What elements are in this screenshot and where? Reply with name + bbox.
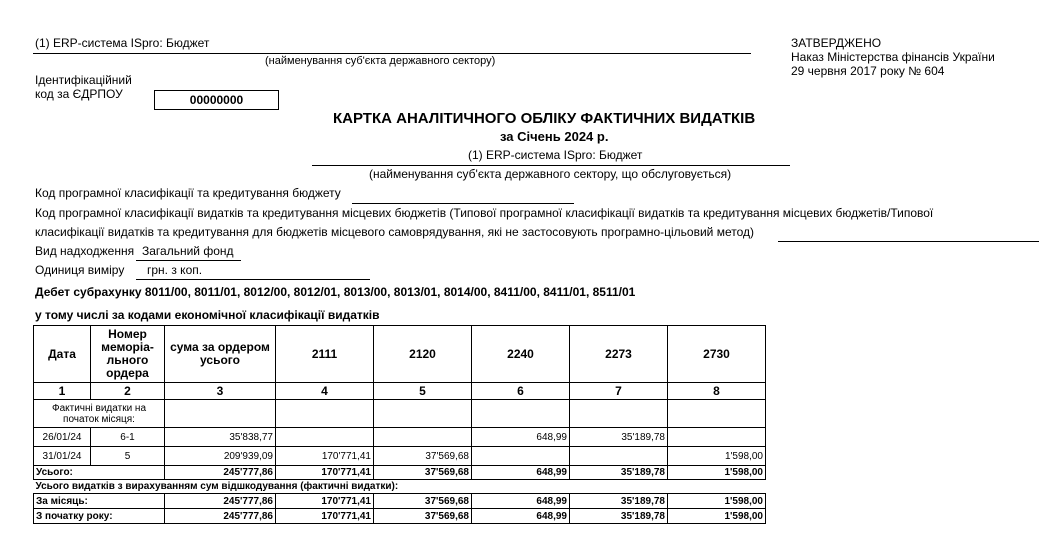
row-order-number: 6-1	[91, 428, 165, 447]
year-2111: 170'771,41	[276, 509, 374, 524]
column-number: 8	[668, 383, 766, 400]
income-type-value: Загальний фонд	[142, 244, 234, 258]
entity-caption: (найменування суб'єкта державного сектору)	[265, 55, 496, 67]
approved-order: Наказ Міністерства фінансів України	[791, 50, 995, 64]
row-2730	[668, 428, 766, 447]
column-numbers-row	[34, 383, 766, 400]
table-cell	[374, 400, 472, 428]
row-date: 31/01/24	[34, 447, 91, 466]
column-number: 3	[165, 383, 276, 400]
month-2120: 37'569,68	[374, 494, 472, 509]
reimbursement-caption-row	[34, 480, 766, 494]
row-2111	[276, 428, 374, 447]
local-code-label-line1: Код програмної класифікації видатків та кредитування місцевих бюджетів (Типової програмної класифікації видатків та кредитування місцевих бюджетів/Типової	[35, 206, 934, 220]
total-row	[34, 466, 766, 480]
row-2730: 1'598,00	[668, 447, 766, 466]
approved-date: 29 червня 2017 року № 604	[791, 64, 945, 78]
local-code-label-line2: класифікації видатків та кредитування для бюджетів місцевого самоврядування, які не застосовують програмно-цільовий метод)	[35, 225, 755, 239]
local-code-underline	[778, 241, 1039, 242]
row-2240	[472, 447, 570, 466]
served-entity-underline	[312, 165, 790, 166]
month-total-row	[34, 494, 766, 509]
header-order-number: Номер меморіа-льного ордера	[91, 326, 165, 383]
table-row	[34, 447, 766, 466]
total-2240: 648,99	[472, 466, 570, 480]
opening-balance-label: Фактичні видатки на початок місяця:	[34, 400, 165, 428]
approved-title: ЗАТВЕРДЖЕНО	[791, 36, 882, 50]
unit-underline	[136, 279, 370, 280]
row-2120: 37'569,68	[374, 447, 472, 466]
served-entity-name: (1) ERP-система ISpro: Бюджет	[468, 148, 643, 162]
header-code-2111: 2111	[276, 326, 374, 383]
served-entity-caption: (найменування суб'єкта державного сектору, що обслуговується)	[369, 167, 732, 181]
month-2240: 648,99	[472, 494, 570, 509]
reimbursement-caption: Усього видатків з вирахуванням сум відшкодування (фактичні видатки):	[34, 480, 766, 494]
month-2273: 35'189,78	[570, 494, 668, 509]
year-2273: 35'189,78	[570, 509, 668, 524]
row-order-number: 5	[91, 447, 165, 466]
year-total-label: З початку року:	[34, 509, 165, 524]
econ-classification-caption: у тому числі за кодами економічної класифікації видатків	[35, 308, 380, 322]
month-order-sum: 245'777,86	[165, 494, 276, 509]
table-cell	[668, 400, 766, 428]
table-cell	[472, 400, 570, 428]
table-row	[34, 428, 766, 447]
header-code-2240: 2240	[472, 326, 570, 383]
entity-underline	[33, 53, 751, 54]
row-order-sum: 35'838,77	[165, 428, 276, 447]
table-cell	[165, 400, 276, 428]
row-order-sum: 209'939,09	[165, 447, 276, 466]
total-label: Усього:	[34, 466, 165, 480]
debit-subaccounts: Дебет субрахунку 8011/00, 8011/01, 8012/00, 8012/01, 8013/00, 8013/01, 8014/00, 8411/00, 8411/01, 8511/01	[35, 285, 636, 299]
column-number: 4	[276, 383, 374, 400]
total-2120: 37'569,68	[374, 466, 472, 480]
program-code-label: Код програмної класифікації та кредитування бюджету	[35, 186, 341, 200]
year-2240: 648,99	[472, 509, 570, 524]
column-number: 5	[374, 383, 472, 400]
header-date: Дата	[34, 326, 91, 383]
row-2120	[374, 428, 472, 447]
header-code-2730: 2730	[668, 326, 766, 383]
unit-label: Одиниця виміру	[35, 263, 125, 277]
month-2111: 170'771,41	[276, 494, 374, 509]
year-2730: 1'598,00	[668, 509, 766, 524]
entity-name: (1) ERP-система ISpro: Бюджет	[35, 36, 210, 50]
table-cell	[570, 400, 668, 428]
year-total-row	[34, 509, 766, 524]
row-date: 26/01/24	[34, 428, 91, 447]
header-code-2273: 2273	[570, 326, 668, 383]
column-number: 1	[34, 383, 91, 400]
expenses-table	[33, 325, 766, 524]
year-2120: 37'569,68	[374, 509, 472, 524]
column-number: 7	[570, 383, 668, 400]
total-order-sum: 245'777,86	[165, 466, 276, 480]
document-title: КАРТКА АНАЛІТИЧНОГО ОБЛІКУ ФАКТИЧНИХ ВИДАТКІВ	[333, 110, 756, 127]
income-type-underline	[136, 260, 241, 261]
month-2730: 1'598,00	[668, 494, 766, 509]
document-period: за Січень 2024 р.	[500, 129, 609, 144]
month-total-label: За місяць:	[34, 494, 165, 509]
edrpou-code-box: 00000000	[154, 90, 279, 110]
column-number: 2	[91, 383, 165, 400]
row-2273	[570, 447, 668, 466]
header-code-2120: 2120	[374, 326, 472, 383]
total-2111: 170'771,41	[276, 466, 374, 480]
edrpou-label-line2: код за ЄДРПОУ	[35, 87, 123, 101]
header-order-sum: сума за ордером усього	[165, 326, 276, 383]
row-2240: 648,99	[472, 428, 570, 447]
program-code-underline	[352, 203, 574, 204]
total-2730: 1'598,00	[668, 466, 766, 480]
edrpou-label-line1: Ідентифікаційний	[35, 73, 132, 87]
total-2273: 35'189,78	[570, 466, 668, 480]
table-cell	[276, 400, 374, 428]
column-number: 6	[472, 383, 570, 400]
row-2111: 170'771,41	[276, 447, 374, 466]
opening-balance-row	[34, 400, 766, 428]
row-2273: 35'189,78	[570, 428, 668, 447]
unit-value: грн. з коп.	[147, 263, 203, 277]
income-type-label: Вид надходження	[35, 244, 135, 258]
table-header-row	[34, 326, 766, 383]
year-order-sum: 245'777,86	[165, 509, 276, 524]
